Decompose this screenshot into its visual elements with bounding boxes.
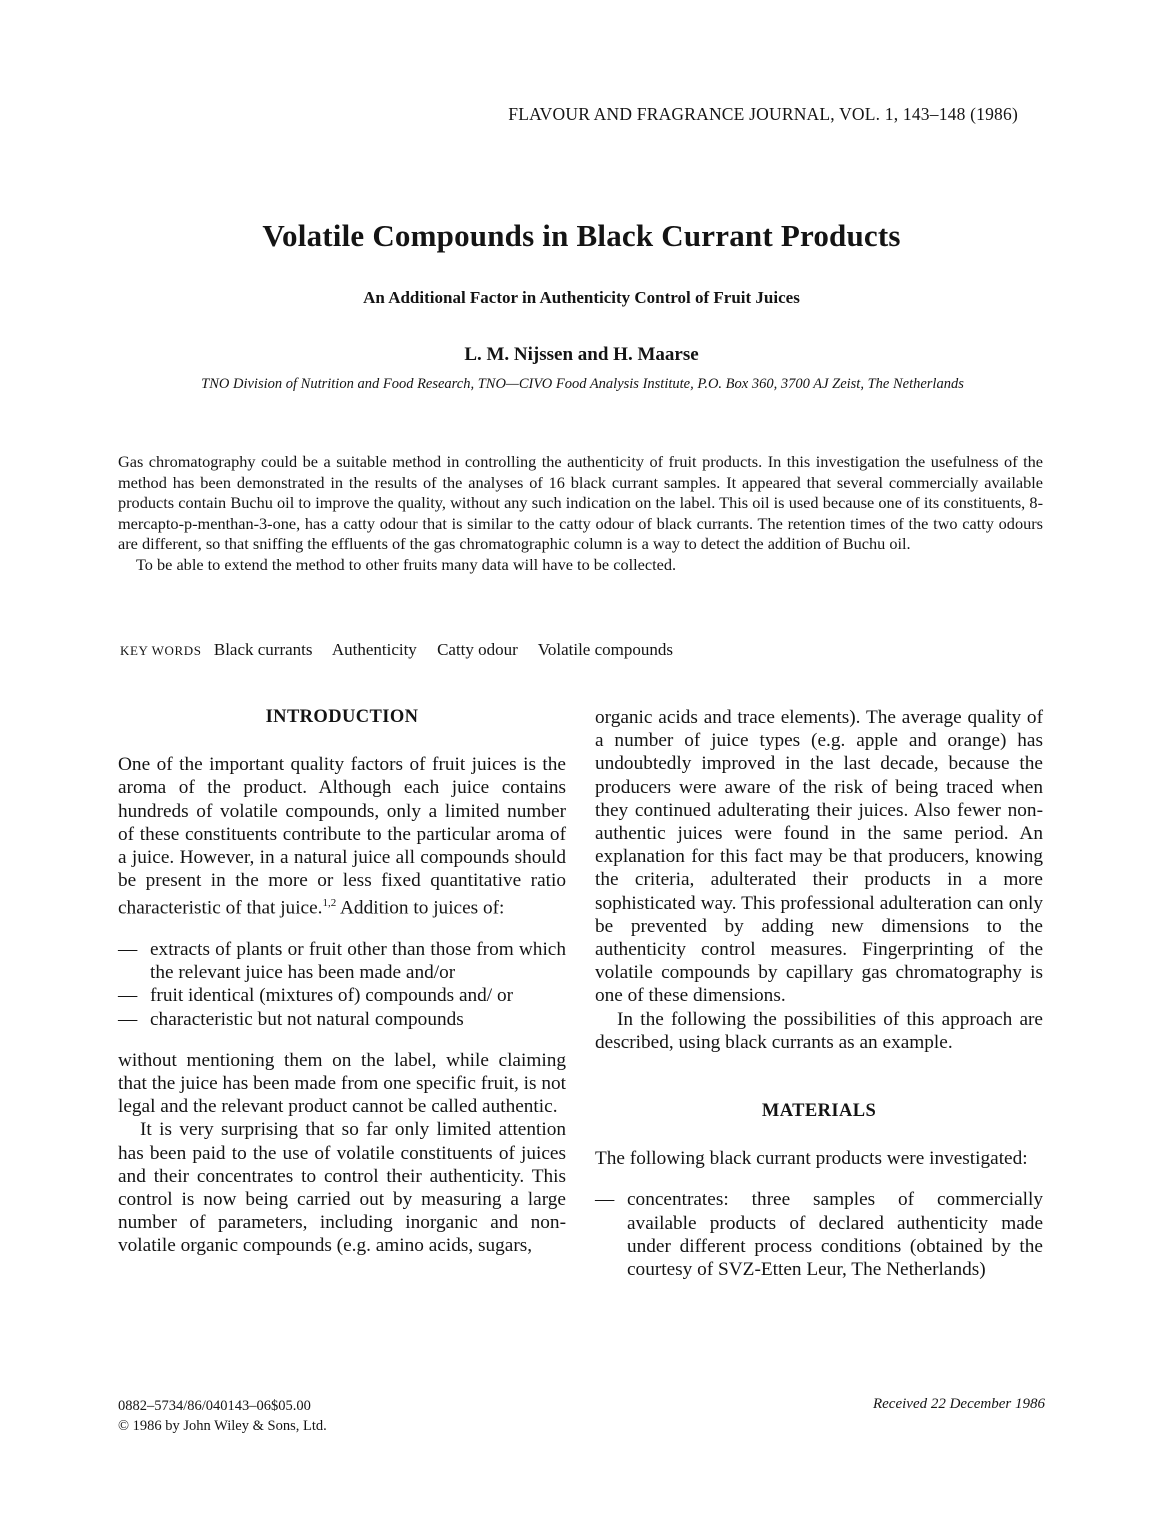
intro-list: [118, 938, 566, 1031]
body-paragraph: The following black currant products were investigated:: [595, 1148, 1028, 1170]
list-item: — characteristic but not natural compounds: [118, 1008, 464, 1030]
keyword: Catty odour: [437, 640, 518, 659]
list-item: — extracts of plants or fruit other than those from which the relevant juice has been made and/or: [118, 939, 566, 984]
keywords-label: KEY WORDS: [120, 643, 202, 658]
materials-list: [595, 1188, 1043, 1281]
keyword: Authenticity: [331, 640, 417, 659]
article-authors: L. M. Nijssen and H. Maarse: [464, 344, 699, 365]
body-paragraph: It is very surprising that so far only limited attention has been paid to the use of volatile constituents of juices and their concentrates to control their authenticity. This control is now being carried out by measuring a large number of parameters, including inorganic and non-volatile organic compounds (e.g. amino acids, sugars,: [118, 1119, 566, 1257]
received-date: Received 22 December 1986: [872, 1396, 1045, 1412]
footer-left: [118, 1396, 327, 1436]
body-paragraph: without mentioning them on the label, while claiming that the juice has been made from one specific fruit, is not legal and the relevant product cannot be called authentic.: [118, 1049, 566, 1118]
body-paragraph: In the following the possibilities of this approach are described, using black currants as an example.: [595, 1008, 1043, 1053]
list-item: — fruit identical (mixtures of) compounds and/ or: [118, 985, 514, 1007]
reference-superscript: 1,2: [322, 897, 337, 910]
abstract-paragraph: To be able to extend the method to other fruits many data will have to be collected.: [136, 554, 677, 574]
section-heading-introduction: INTRODUCTION: [265, 707, 419, 727]
article-title: Volatile Compounds in Black Currant Products: [262, 218, 901, 253]
journal-header: FLAVOUR AND FRAGRANCE JOURNAL, VOL. 1, 143–148 (1986): [508, 104, 1018, 124]
body-paragraph: One of the important quality factors of fruit juices is the aroma of the product. Although each juice contains hundreds of volatile compounds, only a limited number of these constituents contribute to the particular aroma of a juice. However, in a natural juice all compounds should be present in the more or less fixed quantitative ratio characteristic of that juice.$^{1,2}$ Addition to juices of:: [118, 754, 566, 919]
author-affiliation: TNO Division of Nutrition and Food Research, TNO—CIVO Food Analysis Institute, P.O. Box 360, 3700 AJ Zeist, The Netherlands: [201, 376, 964, 392]
article-subtitle: An Additional Factor in Authenticity Control of Fruit Juices: [363, 288, 800, 307]
abstract: [118, 452, 1043, 576]
keyword: Black currants: [213, 640, 313, 659]
article-code: 0882–5734/86/040143–06$05.00: [118, 1398, 311, 1414]
left-column: [118, 706, 566, 1258]
section-heading-materials: MATERIALS: [761, 1101, 877, 1122]
keyword: Volatile compounds: [537, 640, 673, 659]
body-paragraph: organic acids and trace elements). The average quality of a number of juice types (e.g. apple and orange) has undoubtedly improved in the last decade, because the producers were aware of the risk of being traced when they continued adulterating their juices. Also fewer non-authentic juices were found in the same period. An explanation for this fact may be that producers, knowing the criteria, adulterated their products in a more sophisticated way. This professional adulteration can only be prevented by adding new dimensions to the authenticity control measures. Fingerprinting of the volatile compounds by capillary gas chromatography is one of these dimensions.: [595, 707, 1043, 1007]
list-item: — concentrates: three samples of commercially available products of declared authenticity made under different process conditions (obtained by the courtesy of SVZ-Etten Leur, The Netherlands): [595, 1189, 1043, 1281]
right-column: [595, 706, 1043, 1281]
abstract-paragraph: Gas chromatography could be a suitable method in controlling the authenticity of fruit products. In this investigation the usefulness of the method has been demonstrated in the results of the analyses of 16 black currant samples. It appeared that several commercially available products contain Buchu oil to improve the quality, without any such indication on the label. This oil is used because one of its constituents, 8-mercapto-p-menthan-3-one, has a catty odour that is similar to the catty odour of black currants. The retention times of the two catty odours are different, so that sniffing the effluents of the gas chromatographic column is a way to detect the addition of Buchu oil.: [118, 452, 1043, 554]
copyright: © 1986 by John Wiley & Sons, Ltd.: [118, 1418, 327, 1434]
keywords: [120, 640, 1040, 660]
